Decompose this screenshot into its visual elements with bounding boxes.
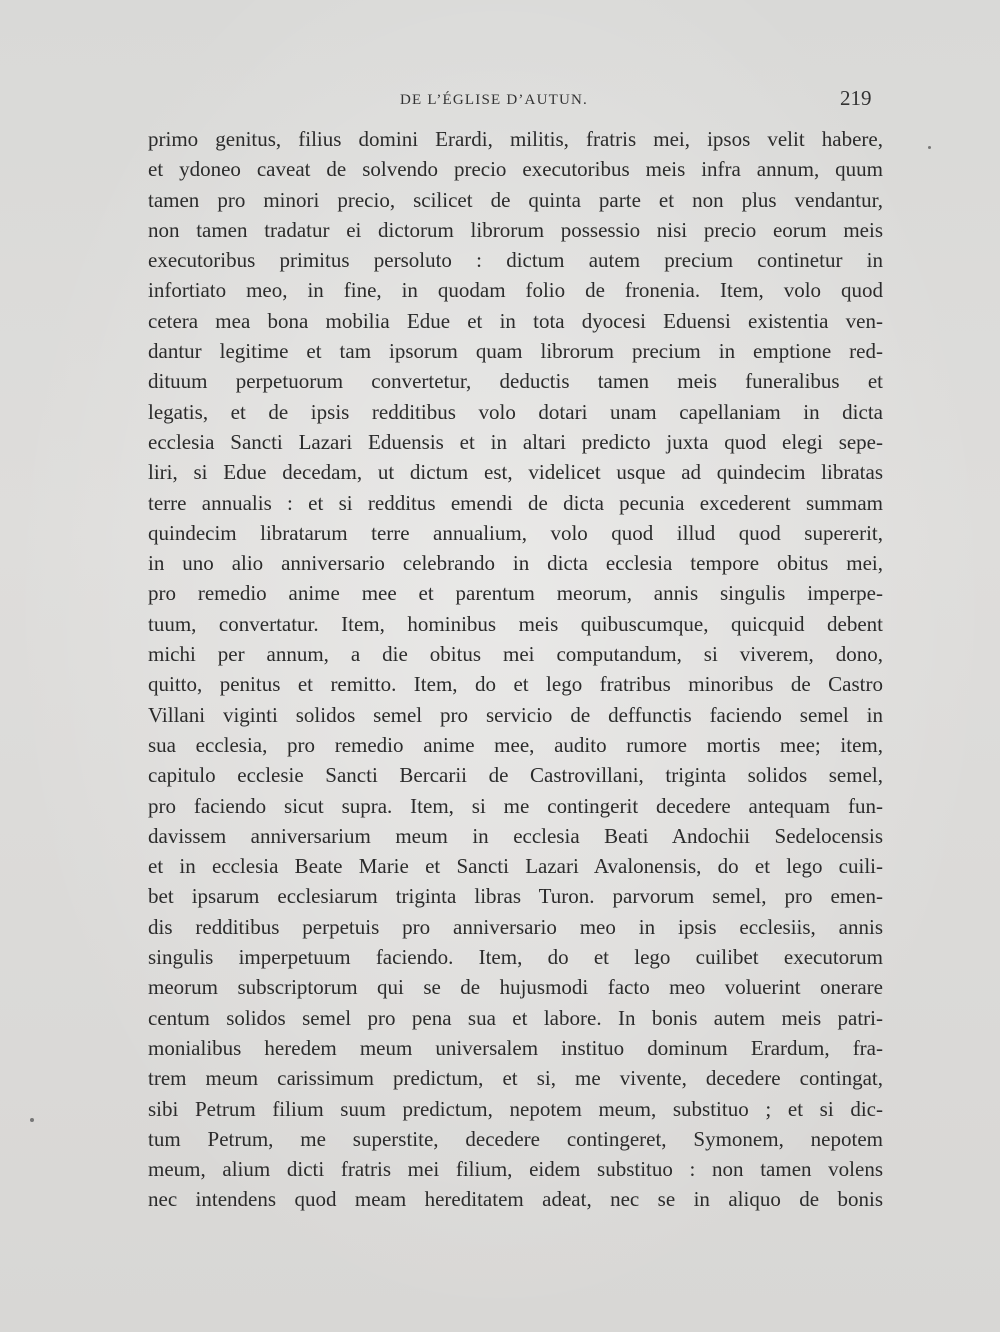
text-line: et in ecclesia Beate Marie et Sancti Lazari Avalonensis, do et lego cuili- [148, 854, 883, 879]
text-line: michi per annum, a die obitus mei computandum, si viverem, dono, [148, 642, 883, 667]
text-line: executoribus primitus persoluto : dictum autem precium continetur in [148, 248, 883, 273]
text-line: et ydoneo caveat de solvendo precio executoribus meis infra annum, quum [148, 157, 883, 182]
text-line: singulis imperpetuum faciendo. Item, do et lego cuilibet executorum [148, 945, 883, 970]
text-line: terre annualis : et si redditus emendi de dicta pecunia excederent summam [148, 490, 883, 515]
text-line: trem meum carissimum predictum, et si, me vivente, decedere contingat, [148, 1066, 883, 1091]
text-line: primo genitus, filius domini Erardi, militis, fratris mei, ipsos velit habere, [148, 127, 883, 151]
text-line: davissem anniversarium meum in ecclesia Beati Andochii Sedelocensis [148, 823, 883, 848]
page-number: 219 [840, 86, 872, 110]
running-head: DE L’ÉGLISE D’AUTUN. [400, 92, 589, 108]
text-line: cetera mea bona mobilia Edue et in tota dyocesi Eduensi existentia ven- [148, 308, 883, 333]
text-line: capitulo ecclesie Sancti Bercarii de Castrovillani, triginta solidos semel, [148, 763, 883, 788]
text-line: sibi Petrum filium suum predictum, nepotem meum, substituo ; et si dic- [148, 1096, 883, 1121]
text-line: meum, alium dicti fratris mei filium, eidem substituo : non tamen volens [148, 1157, 883, 1182]
text-line: quindecim libratarum terre annualium, volo quod illud quod supererit, [148, 520, 883, 545]
text-line: centum solidos semel pro pena sua et labore. In bonis autem meis patri- [148, 1005, 883, 1030]
body-text [148, 124, 883, 1215]
text-line: legatis, et de ipsis redditibus volo dotari unam capellaniam in dicta [148, 399, 883, 424]
paper-speck [928, 146, 931, 149]
text-line: sua ecclesia, pro remedio anime mee, audito rumore mortis mee; item, [148, 732, 883, 757]
text-line: tum Petrum, me superstite, decedere contingeret, Symonem, nepotem [148, 1126, 883, 1151]
text-line: monialibus heredem meum universalem instituo dominum Erardum, fra- [148, 1035, 883, 1060]
text-line: liri, si Edue decedam, ut dictum est, videlicet usque ad quindecim libratas [148, 460, 883, 485]
text-line: in uno alio anniversario celebrando in dicta ecclesia tempore obitus mei, [148, 551, 883, 576]
paper-speck [30, 1118, 34, 1122]
text-line: dis redditibus perpetuis pro anniversario meo in ipsis ecclesiis, annis [148, 914, 883, 939]
text-line: non tamen tradatur ei dictorum librorum possessio nisi precio eorum meis [148, 217, 883, 242]
text-line: ecclesia Sancti Lazari Eduensis et in altari predicto juxta quod elegi sepe- [148, 429, 883, 454]
text-line: meorum subscriptorum qui se de hujusmodi facto meo voluerint onerare [148, 975, 883, 1000]
text-line: tamen pro minori precio, scilicet de quinta parte et non plus vendantur, [148, 187, 883, 212]
text-line: tuum, convertatur. Item, hominibus meis quibuscumque, quicquid debent [148, 611, 883, 636]
text-line: pro remedio anime mee et parentum meorum, annis singulis imperpe- [148, 581, 883, 606]
text-line: bet ipsarum ecclesiarum triginta libras Turon. parvorum semel, pro emen- [148, 884, 883, 909]
text-line: infortiato meo, in fine, in quodam folio de fronenia. Item, volo quod [148, 278, 883, 303]
text-line: dantur legitime et tam ipsorum quam librorum precium in emptione red- [148, 339, 883, 364]
text-line: pro faciendo sicut supra. Item, si me contingerit decedere antequam fun- [148, 793, 883, 818]
text-line: Villani viginti solidos semel pro servicio de deffunctis faciendo semel in [148, 702, 883, 727]
text-line: nec intendens quod meam hereditatem adeat, nec se in aliquo de bonis [148, 1187, 883, 1212]
text-line: dituum perpetuorum convertetur, deductis tamen meis funeralibus et [148, 369, 883, 394]
text-line: quitto, penitus et remitto. Item, do et lego fratribus minoribus de Castro [148, 672, 883, 697]
